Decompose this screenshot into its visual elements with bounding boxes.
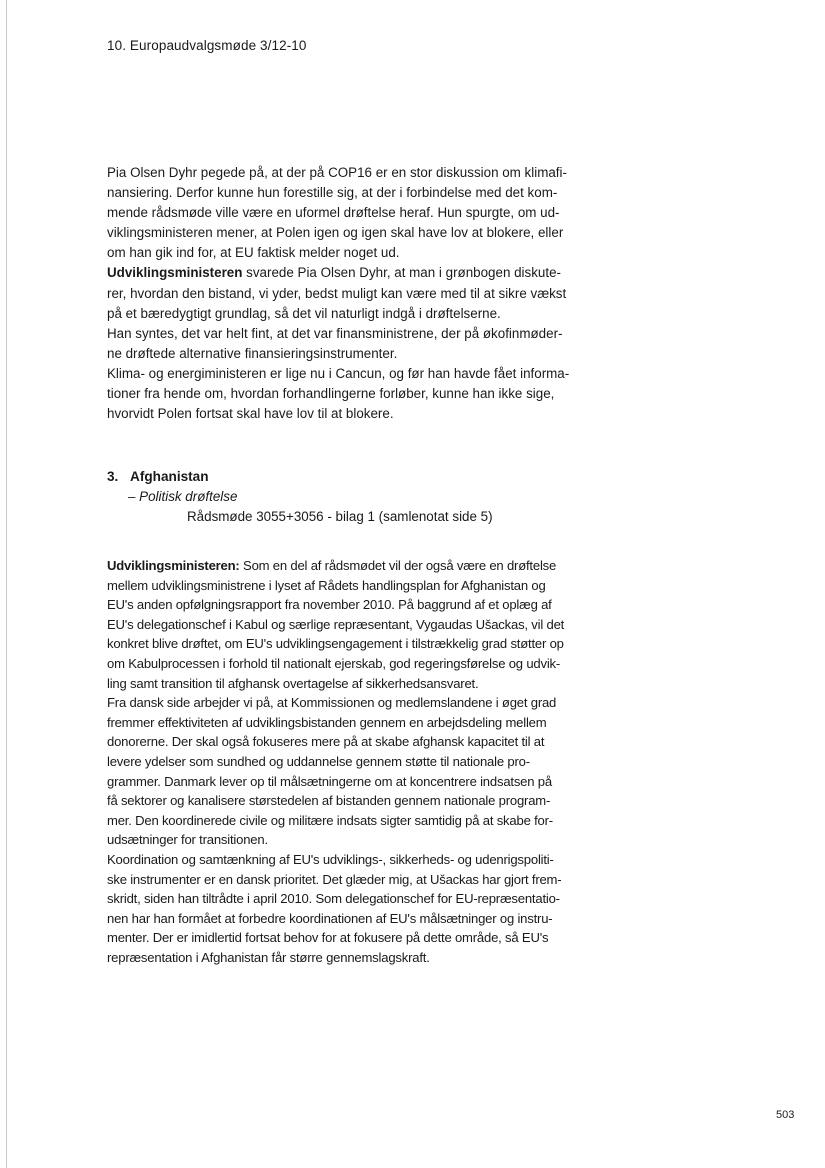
text-line: ling samt transition til afghansk overtagelse af sikkerhedsansvaret. — [107, 675, 479, 691]
text-line: Pia Olsen Dyhr pegede på, at der på COP16 er en stor diskussion om klimafi- — [107, 165, 567, 180]
text-line — [107, 556, 592, 576]
text-line: menter. Der er imidlertid fortsat behov for at fokusere på dette område, så EU's — [107, 930, 549, 946]
text-line: EU's anden opfølgningsrapport fra november 2010. På baggrund af et oplæg af — [107, 597, 552, 613]
text-line: viklingsministeren mener, at Polen igen og igen skal have lov at blokere, eller — [107, 225, 564, 241]
text-line: mer. Den koordinerede civile og militære indsats sigter samtidig på at skabe for- — [107, 812, 553, 828]
text-line: Klima- og energiministeren er lige nu i Cancun, og før han havde fået informa- — [107, 365, 570, 381]
text-segment: svarede Pia Olsen Dyhr, at man i grønbogen diskute- — [242, 265, 561, 281]
text-line: mellem udviklingsministrene i lyset af Rådets handlingsplan for Afghanistan og — [107, 577, 546, 593]
text-line: Han syntes, det var helt fint, at det var finansministrene, der på økofinmøder- — [107, 325, 563, 341]
text-line: Fra dansk side arbejder vi på, at Kommissionen og medlemslandene i øget grad — [107, 695, 557, 711]
text-line: rer, hvordan den bistand, vi yder, bedst muligt kan være med til at sikre vækst — [107, 285, 567, 301]
page-number: 503 — [776, 1109, 795, 1121]
page-header: 10. Europaudvalgsmøde 3/12-10 — [107, 38, 307, 53]
section-subtitle: – Politisk drøftelse — [128, 489, 238, 504]
section-debate-text — [107, 163, 593, 424]
paragraph-finance-ministers — [107, 324, 593, 364]
paragraph-danish-position — [107, 693, 592, 850]
section-reference: Rådsmøde 3055+3056 - bilag 1 (samlenotat side 5) — [187, 509, 493, 524]
text-line: om han gik ind for, at EU faktisk melder noget ud. — [107, 245, 400, 261]
text-line: grammer. Danmark lever op til målsætningerne om at koncentrere indsatsen på — [107, 773, 552, 789]
text-line: Koordination og samtænkning af EU's udviklings-, sikkerheds- og udenrigspoliti- — [107, 851, 554, 867]
speaker-name: Udviklingsministeren — [107, 265, 243, 281]
text-line: levere ydelser som sundhed og uddannelse gennem støtte til nationale pro- — [107, 753, 530, 769]
paragraph-dyhr-question — [107, 163, 593, 263]
text-line: skridt, siden han tiltrådte i april 2010. Som delegationschef for EU-repræsentatio- — [107, 891, 560, 907]
text-line: konkret blive drøftet, om EU's udviklingsengagement i tilstrækkelig grad støtter op — [107, 636, 564, 652]
text-line — [107, 263, 593, 283]
text-line: repræsentation i Afghanistan får større gennemslagskraft. — [107, 949, 430, 965]
text-line: ske instrumenter er en dansk prioritet. Det glæder mig, at Ušackas har gjort frem- — [107, 871, 562, 887]
text-line: udsætninger for transitionen. — [107, 832, 268, 848]
text-line: donorerne. Der skal også fokuseres mere på at skabe afghansk kapacitet til at — [107, 734, 545, 750]
section-title: Afghanistan — [130, 469, 209, 484]
section-heading — [107, 469, 209, 484]
paragraph-coordination — [107, 850, 592, 968]
section-afghanistan-text — [107, 556, 592, 967]
text-segment: Som en del af rådsmødet vil der også være en drøftelse — [239, 558, 557, 573]
text-line: på et bæredygtigt grundlag, så det vil naturligt indgå i drøftelserne. — [107, 305, 501, 321]
text-line: om Kabulprocessen i forhold til nationalt ejerskab, god regeringsførelse og udvik- — [107, 655, 561, 671]
text-line: nansiering. Derfor kunne hun forestille sig, at der i forbindelse med det kom- — [107, 185, 558, 201]
paragraph-minister-statement — [107, 556, 592, 693]
text-line: nen har han formået at forbedre koordinationen af EU's målsætninger og instru- — [107, 910, 553, 926]
text-line: tioner fra hende om, hvordan forhandlingerne forløber, kunne han ikke sige, — [107, 386, 555, 402]
text-line: ne drøftede alternative finansieringsinstrumenter. — [107, 345, 398, 361]
text-line: hvorvidt Polen fortsat skal have lov til at blokere. — [107, 406, 394, 422]
paragraph-climate-minister — [107, 364, 593, 424]
scan-edge-line — [6, 0, 7, 1168]
text-line: mende rådsmøde ville være en uformel drøftelse heraf. Hun spurgte, om ud- — [107, 205, 560, 221]
text-line: få sektorer og kanalisere størstedelen af bistanden gennem nationale program- — [107, 793, 551, 809]
text-line: fremmer effektiviteten af udviklingsbistanden gennem en arbejdsdeling mellem — [107, 714, 547, 730]
speaker-name: Udviklingsministeren: — [107, 558, 240, 573]
section-number: 3. — [107, 469, 119, 484]
text-line: EU's delegationschef i Kabul og særlige repræsentant, Vygaudas Ušackas, vil det — [107, 616, 565, 632]
paragraph-minister-answer — [107, 263, 593, 323]
